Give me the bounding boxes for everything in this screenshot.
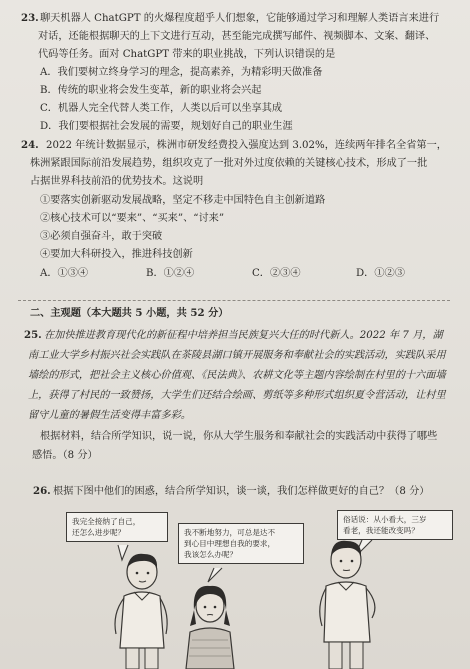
question-25-material-line: 留守儿童的暑假生活变得丰富多彩。 bbox=[28, 410, 191, 421]
question-23-stem-line: 聊天机器人 ChatGPT 的火爆程度超乎人们想象，它能够通过学习和理解人类语言来进行 bbox=[40, 13, 440, 24]
speech-bubble-line: 俗话说：从小看大，三岁 bbox=[343, 515, 427, 524]
question-25-material-line: 墙绘的形式，把社会主义核心价值观、《民法典》、农耕文化等主题内容绘制在村里的十六面墙 bbox=[28, 370, 446, 381]
question-25-material-line: 上，获得了村民的一致赞扬，大学生们还结合绘画、剪纸等多种形式组织夏令营活动，让村里 bbox=[28, 390, 446, 401]
speech-bubble-line: 还怎么进步呢？ bbox=[72, 528, 126, 537]
speech-bubble-line: 看老，我还能改变吗？ bbox=[343, 526, 419, 535]
question-25-number: 25. bbox=[24, 329, 42, 341]
speech-bubble-line: 我该怎么办呢？ bbox=[184, 550, 238, 559]
question-24-statement: ④要加大科研投入，推进科技创新 bbox=[40, 249, 193, 260]
question-23-option: C．机器人完全代替人类工作，人类以后可以坐享其成 bbox=[40, 103, 283, 114]
question-24-statement: ②核心技术可以“要来”、“买来”、“讨来” bbox=[40, 213, 225, 224]
question-25-material-line: 在加快推进教育现代化的新征程中培养担当民族复兴大任的时代新人。2022 年 7 月，湖 bbox=[44, 330, 443, 341]
question-23-number: 23. bbox=[21, 12, 39, 24]
question-24-statement: ③必须自强奋斗，敢于突破 bbox=[40, 231, 163, 242]
question-24-choice-b: B．①②④ bbox=[146, 268, 195, 279]
question-24-choice-a: A．①③④ bbox=[40, 268, 89, 279]
question-23-option: A．我们要树立终身学习的理念，提高素养，为精彩明天做准备 bbox=[40, 67, 323, 78]
question-23-option: B．传统的职业将会发生变革，新的职业将会兴起 bbox=[40, 85, 262, 96]
question-26-stem: 根据下图中他们的困惑，结合所学知识，谈一谈，我们怎样做更好的自己？（8 分） bbox=[53, 486, 430, 497]
question-24-stem-line: 2022 年统计数据显示，株洲市研发经费投入强度达到 3.02%，连续两年排名全省第一， bbox=[46, 140, 447, 151]
question-26-number: 26. bbox=[33, 485, 51, 497]
question-25-prompt-line: 感悟。（8 分） bbox=[32, 450, 98, 461]
question-24-stem-line: 株洲紧跟国际前沿发展趋势，组织攻克了一批对外过度依赖的关键核心技术，形成了一批 bbox=[30, 158, 428, 169]
boy-left-illustration bbox=[104, 548, 174, 669]
question-24-choice-c: C．②③④ bbox=[252, 268, 301, 279]
speech-bubble-line: 我不断地努力，可总是达不 bbox=[184, 528, 276, 537]
speech-bubble-line: 我完全接纳了自己， bbox=[72, 517, 141, 526]
question-25-material-line: 南工业大学乡村振兴社会实践队在茶陵县湖口镇开展服务和奉献社会的实践活动，实践队采用 bbox=[28, 350, 446, 361]
question-24-choice-d: D．①②③ bbox=[356, 268, 405, 279]
speech-bubble-line: 到心目中理想自我的要求， bbox=[184, 539, 276, 548]
question-24-number: 24. bbox=[21, 139, 39, 151]
question-24-statement: ①要落实创新驱动发展战略，坚定不移走中国特色自主创新道路 bbox=[40, 195, 326, 206]
boy-right-illustration bbox=[312, 534, 388, 669]
question-23-stem-line: 代码等任务。面对 ChatGPT 带来的职业挑战，下列认识错误的是 bbox=[38, 49, 336, 60]
question-23-option: D．我们要根据社会发展的需要，规划好自己的职业生涯 bbox=[40, 121, 293, 132]
section-2-title: 二、主观题（本大题共 5 小题，共 52 分） bbox=[30, 307, 229, 319]
girl-middle-illustration bbox=[178, 580, 242, 669]
question-24-stem-line: 占据世界科技前沿的优势技术。这说明 bbox=[30, 176, 204, 187]
question-23-stem-line: 对话，还能根据聊天的上下文进行互动，甚至能完成撰写邮件、视频脚本、文案、翻译、 bbox=[38, 31, 436, 42]
question-25-prompt-line: 根据材料，结合所学知识，说一说，你从大学生服务和奉献社会的实践活动中获得了哪些 bbox=[40, 431, 438, 442]
